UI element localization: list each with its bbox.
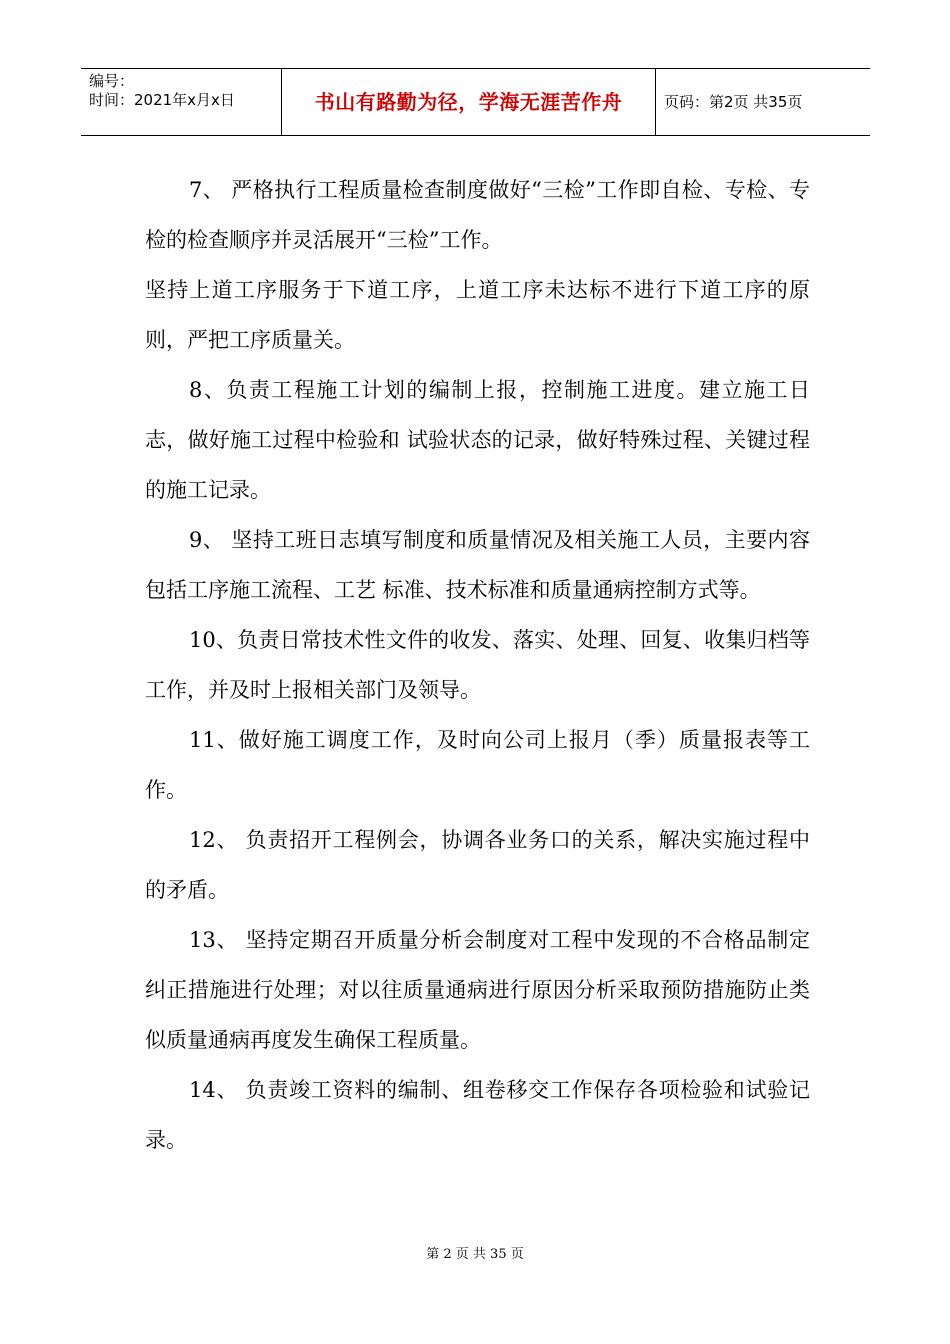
paragraph-item-7: 7、 严格执行工程质量检查制度做好“三检”工作即自检、专检、专检的检查顺序并灵活展开“三检”工作。 <box>145 178 810 252</box>
document-number-label: 编号： <box>89 72 135 90</box>
paragraph-item-10: 10、负责日常技术性文件的收发、落实、处理、回复、收集归档等工作，并及时上报相关部门及领导。 <box>145 628 810 702</box>
paragraph-continuation: 坚持上道工序服务于下道工序，上道工序未达标不进行下道工序的原则，严把工序质量关。 <box>145 278 810 352</box>
document-body <box>145 165 810 1165</box>
paragraph-item-9: 9、 坚持工班日志填写制度和质量情况及相关施工人员，主要内容包括工序施工流程、工艺 标准、技术标准和质量通病控制方式等。 <box>145 528 810 602</box>
header-motto: 书山有路勤为径，学海无涯苦作舟 <box>282 69 656 135</box>
header-table <box>81 68 870 136</box>
paragraph-item-13: 13、 坚持定期召开质量分析会制度对工程中发现的不合格品制定纠正措施进行处理；对以往质量通病进行原因分析采取预防措施防止类似质量通病再度发生确保工程质量。 <box>145 928 810 1052</box>
page-footer: 第 2 页 共 35 页 <box>426 1247 524 1262</box>
document-time-label: 时间：2021年x月x日 <box>89 91 235 109</box>
paragraph-item-14: 14、 负责竣工资料的编制、组卷移交工作保存各项检验和试验记录。 <box>145 1078 810 1152</box>
paragraph-item-11: 11、做好施工调度工作，及时向公司上报月（季）质量报表等工作。 <box>145 728 810 802</box>
paragraph-item-12: 12、 负责招开工程例会，协调各业务口的关系，解决实施过程中的矛盾。 <box>145 828 810 902</box>
paragraph-item-8: 8、负责工程施工计划的编制上报，控制施工进度。建立施工日志，做好施工过程中检验和 试验状态的记录，做好特殊过程、关键过程的施工记录。 <box>145 378 810 502</box>
header-meta-cell <box>81 69 282 135</box>
header-page-info: 页码：第2页 共35页 <box>664 93 803 111</box>
